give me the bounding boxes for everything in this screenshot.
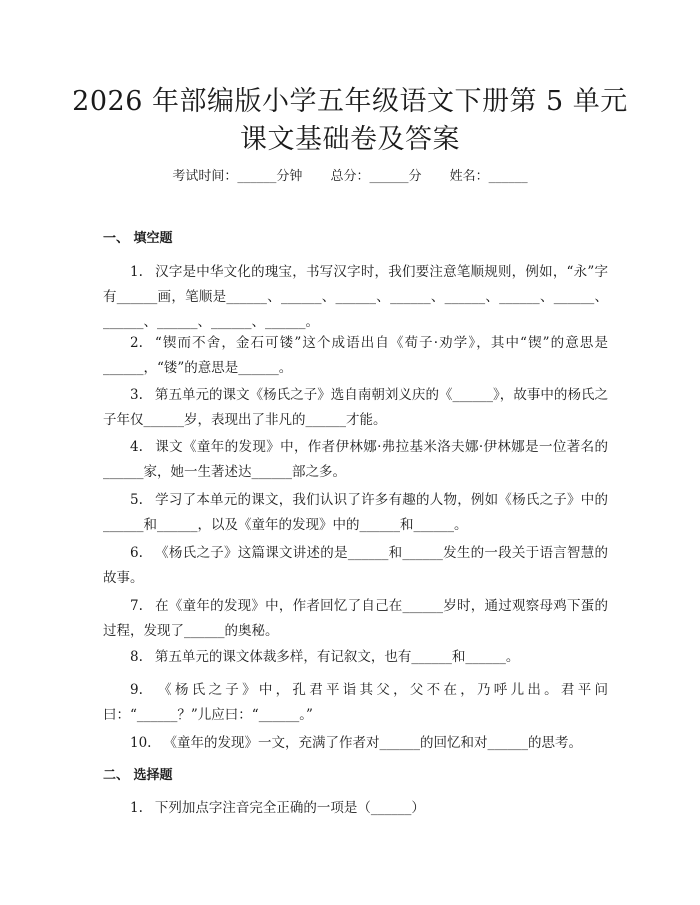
page-title-line-2: 课文基础卷及答案 [240,124,460,155]
question-item [103,331,608,381]
question-number: 10. [130,735,152,751]
exam-time-field: 考试时间：______分钟 [172,169,303,184]
student-name-field: 姓名：______ [449,169,528,184]
question-text: 《童年的发现》一文，充满了作者对______的回忆和对______的思考。 [163,735,582,751]
question-item [103,435,608,485]
question-text: 学习了本单元的课文，我们认识了许多有趣的人物，例如《杨氏之子》中的______和______，以及《童年的发现》中的______和______。 [103,492,608,533]
question-item [103,594,608,644]
page-title-line-1: 2026 年部编版小学五年级语文下册第 5 单元 [72,86,628,117]
question-number: 1. [130,264,143,280]
question-number: 2. [130,335,143,351]
question-text: 下列加点字注音完全正确的一项是（______） [154,800,425,816]
question-item [103,678,608,728]
question-text: 第五单元的课文体裁多样，有记叙文，也有______和______。 [154,649,520,665]
question-item [103,796,608,821]
question-text: 第五单元的课文《杨氏之子》选自南朝刘义庆的《______》，故事中的杨氏之子年仅______岁，表现出了非凡的______才能。 [103,387,608,428]
section-heading-fill-in: 一、 填空题 [103,231,173,246]
question-text: 《杨氏之子》这篇课文讲述的是______和______发生的一段关于语言智慧的故事。 [103,545,608,586]
exam-meta [0,167,700,187]
question-text: “锲而不舍，金石可镂”这个成语出自《荀子·劝学》，其中“锲”的意思是______，“镂”的意思是______。 [103,335,608,376]
question-item [103,731,608,756]
section-heading-multiple-choice: 二、 选择题 [103,768,173,783]
question-item [103,488,608,538]
question-number: 7. [130,598,143,614]
question-number: 3. [130,387,143,403]
question-item [103,645,608,670]
question-number: 5. [130,492,143,508]
question-text: 汉字是中华文化的瑰宝，书写汉字时，我们要注意笔顺规则，例如，“永”字有______画，笔顺是______、______、______、______、______、______、______、______、______、______、______。 [103,264,608,330]
total-score-field: 总分：______分 [330,169,422,184]
question-item [103,383,608,433]
question-item [103,541,608,591]
question-number: 4. [130,439,143,455]
question-text: 《杨氏之子》中，孔君平诣其父，父不在，乃呼儿出。君平问曰：“______？”儿应曰：“______。” [103,682,608,723]
question-number: 9. [130,682,143,698]
question-text: 课文《童年的发现》中，作者伊林娜·弗拉基米洛夫娜·伊林娜是一位著名的______家，她一生著述达______部之多。 [103,439,608,480]
question-item [103,260,608,335]
question-number: 8. [130,649,143,665]
question-text: 在《童年的发现》中，作者回忆了自己在______岁时，通过观察母鸡下蛋的过程，发现了______的奥秘。 [103,598,608,639]
question-number: 6. [130,545,143,561]
question-number: 1. [130,800,143,816]
